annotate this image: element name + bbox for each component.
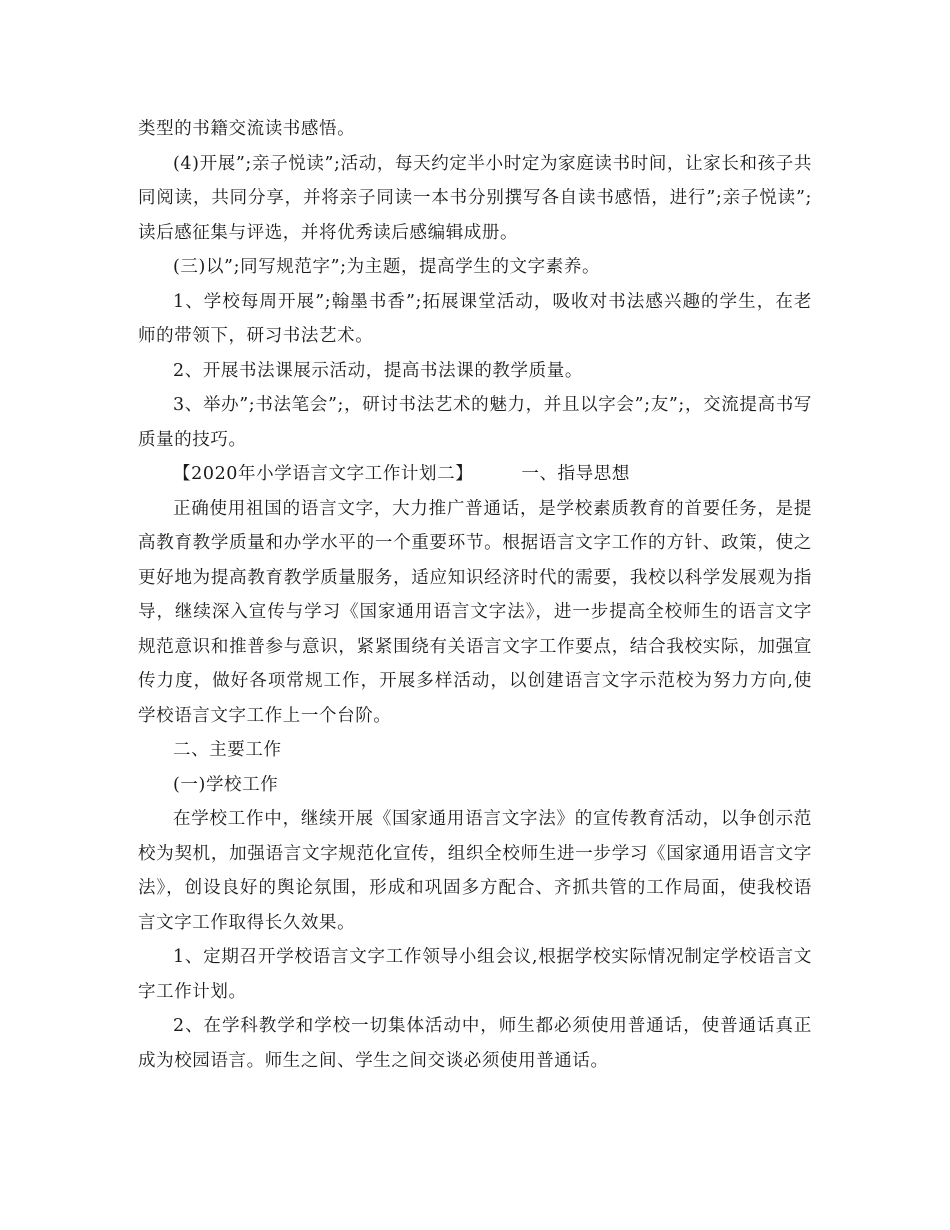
paragraph-section-three: (三)以”;同写规范字”;为主题，提高学生的文字素养。 bbox=[173, 257, 601, 277]
paragraph-work-item-2: 2、在学科教学和学校一切集体活动中，师生都必须使用普通话，使普通话真正成为校园语言。师生之间、学生之间交谈必须使用普通话。 bbox=[138, 1016, 812, 1071]
paragraph-parent-child-reading: (4)开展”;亲子悦读”;活动，每天约定半小时定为家庭读书时间，让家长和孩子共同阅读，共同分享，并将亲子同读一本书分别撰写各自读书感悟，进行”;亲子悦读”;读后感征集与评选，并将优秀读后感编辑成册。 bbox=[138, 153, 812, 243]
paragraph-work-item-1: 1、定期召开学校语言文字工作领导小组会议,根据学校实际情况制定学校语言文字工作计划。 bbox=[138, 947, 812, 1002]
plan-title: 【2020年小学语言文字工作计划二】 bbox=[173, 464, 474, 484]
section-heading-guiding-ideology: 一、指导思想 bbox=[521, 464, 630, 484]
paragraph-guiding-ideology: 正确使用祖国的语言文字，大力推广普通话，是学校素质教育的首要任务，是提高教育教学质量和办学水平的一个重要环节。根据语言文字工作的方针、政策，使之更好地为提高教育教学质量服务，适应知识经济时代的需要，我校以科学发展观为指导，继续深入宣传与学习《国家通用语言文字法》，进一步提高全校师生的语言文字规范意识和推普参与意识，紧紧围绕有关语言文字工作要点，结合我校实际，加强宣传力度，做好各项常规工作，开展多样活动，以创建语言文字示范校为努力方向,使学校语言文字工作上一个台阶。 bbox=[138, 498, 812, 726]
document-page bbox=[138, 112, 812, 1078]
paragraph-item-1: 1、学校每周开展”;翰墨书香”;拓展课堂活动，吸收对书法感兴趣的学生，在老师的带领下，研习书法艺术。 bbox=[138, 291, 812, 346]
paragraph-item-3: 3、举办”;书法笔会”;，研讨书法艺术的魅力，并且以字会”;友”;，交流提高书写质量的技巧。 bbox=[138, 395, 812, 450]
section-heading-main-work: 二、主要工作 bbox=[173, 740, 282, 760]
subsection-heading-school-work: (一)学校工作 bbox=[173, 774, 279, 795]
paragraph-continuation: 类型的书籍交流读书感悟。 bbox=[138, 119, 356, 139]
paragraph-school-work: 在学校工作中，继续开展《国家通用语言文字法》的宣传教育活动，以争创示范校为契机，加强语言文字规范化宣传，组织全校师生进一步学习《国家通用语言文字法》，创设良好的舆论氛围，形成和巩固多方配合、齐抓共管的工作局面，使我校语言文字工作取得长久效果。 bbox=[138, 809, 812, 933]
plan-title-line bbox=[138, 457, 812, 492]
paragraph-item-2: 2、开展书法课展示活动，提高书法课的教学质量。 bbox=[173, 360, 583, 381]
